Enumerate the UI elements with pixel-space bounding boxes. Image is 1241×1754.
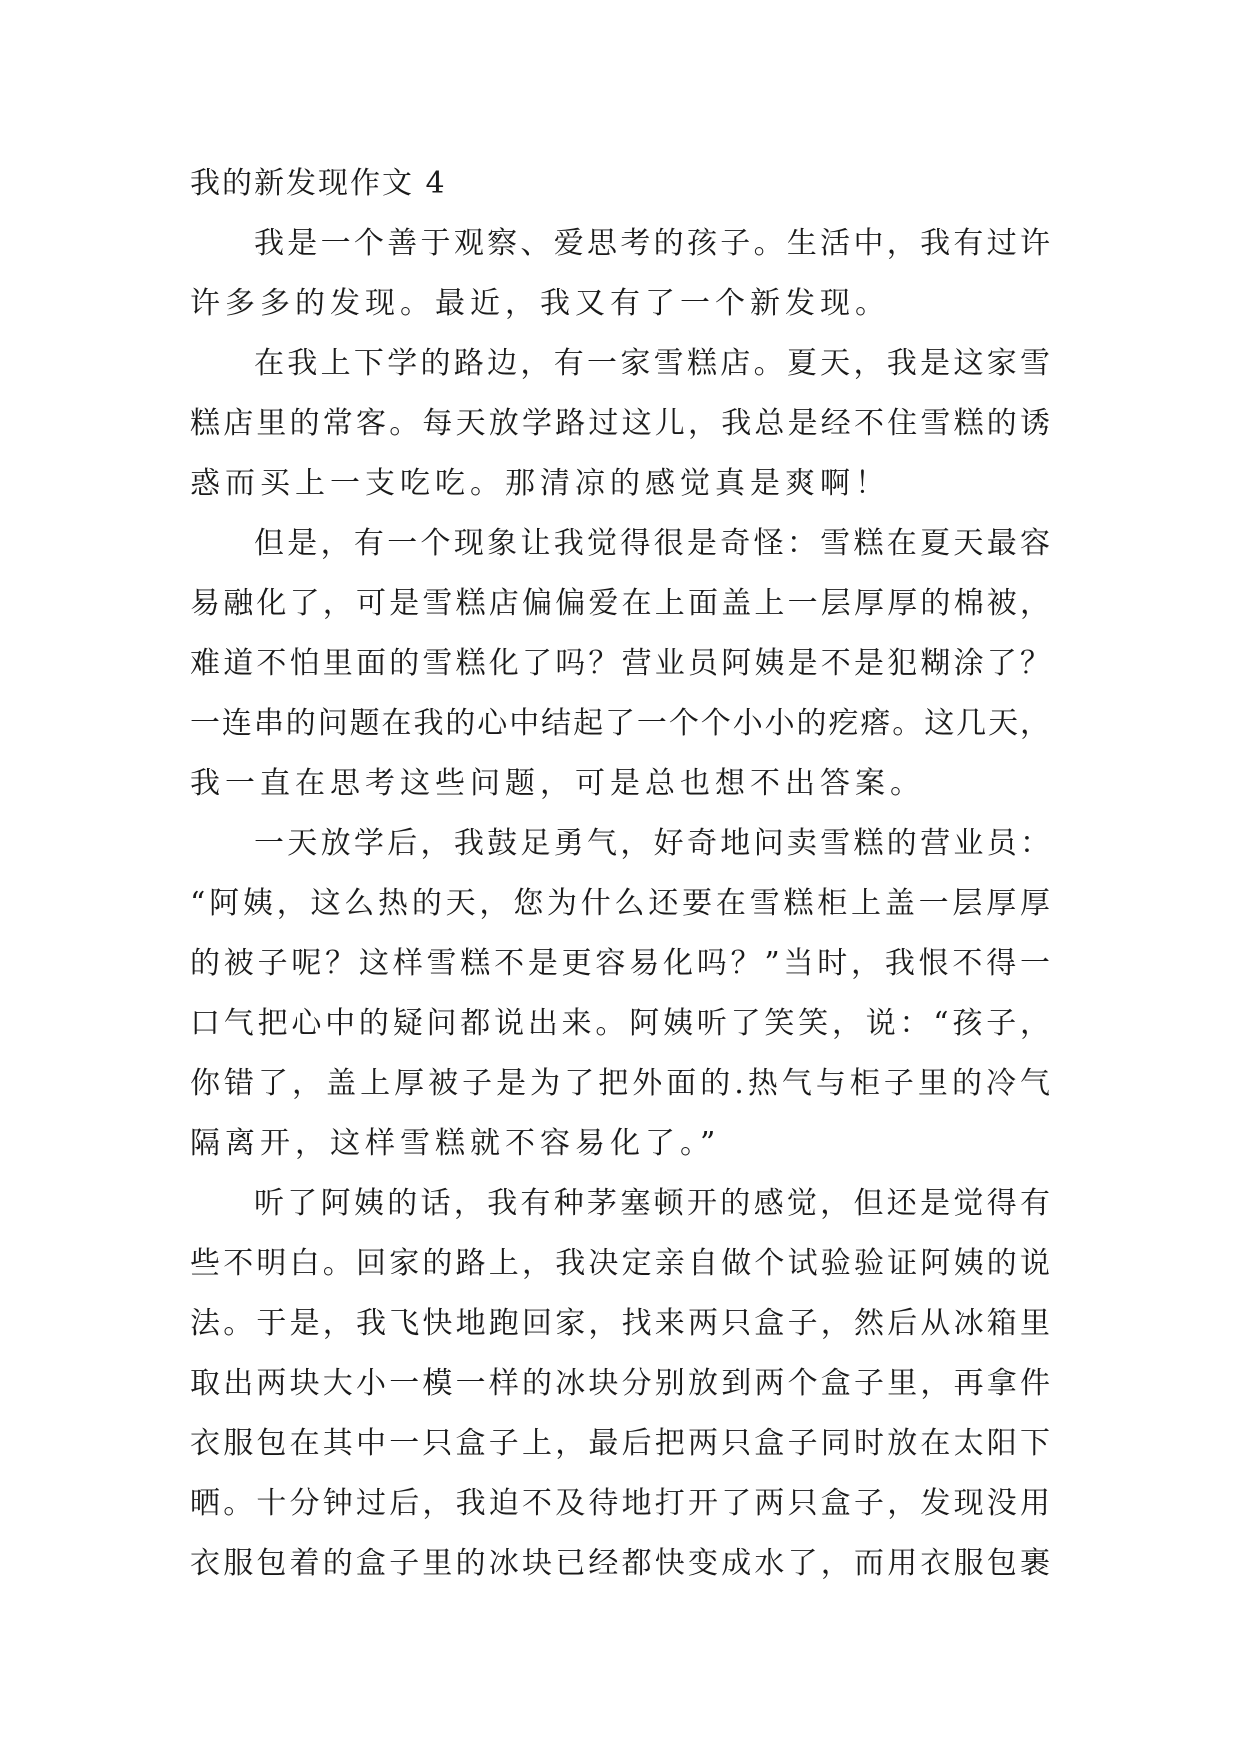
- text-line: 的被子呢？这样雪糕不是更容易化吗？”当时，我恨不得一: [190, 946, 1050, 981]
- text-line: 法。于是，我飞快地跑回家，找来两只盒子，然后从冰箱里: [190, 1306, 1050, 1341]
- text-line: 难道不怕里面的雪糕化了吗？营业员阿姨是不是犯糊涂了？: [190, 646, 1050, 681]
- text-line: 易融化了，可是雪糕店偏偏爱在上面盖上一层厚厚的棉被，: [190, 586, 1050, 621]
- document-title: 我的新发现作文 4: [190, 166, 447, 201]
- text-line: 些不明白。回家的路上，我决定亲自做个试验验证阿姨的说: [190, 1246, 1050, 1281]
- text-line: 但是，有一个现象让我觉得很是奇怪：雪糕在夏天最容: [254, 526, 1050, 561]
- text-line: 在我上下学的路边，有一家雪糕店。夏天，我是这家雪: [254, 346, 1050, 381]
- text-line: 隔离开，这样雪糕就不容易化了。”: [190, 1126, 721, 1161]
- text-line: 我是一个善于观察、爱思考的孩子。生活中，我有过许: [254, 226, 1050, 261]
- text-line: 你错了，盖上厚被子是为了把外面的.热气与柜子里的冷气: [190, 1066, 1050, 1101]
- text-line: 口气把心中的疑问都说出来。阿姨听了笑笑，说：“孩子，: [190, 1006, 1050, 1041]
- text-line: 惑而买上一支吃吃。那清凉的感觉真是爽啊！: [190, 466, 890, 501]
- text-line: 晒。十分钟过后，我迫不及待地打开了两只盒子，发现没用: [190, 1486, 1050, 1521]
- text-line: 糕店里的常客。每天放学路过这儿，我总是经不住雪糕的诱: [190, 406, 1050, 441]
- text-line: 一连串的问题在我的心中结起了一个个小小的疙瘩。这几天，: [190, 706, 1050, 741]
- text-line: 我一直在思考这些问题，可是总也想不出答案。: [190, 766, 925, 801]
- text-line: 听了阿姨的话，我有种茅塞顿开的感觉，但还是觉得有: [254, 1186, 1050, 1221]
- text-line: 衣服包着的盒子里的冰块已经都快变成水了，而用衣服包裹: [190, 1546, 1050, 1581]
- text-line: 取出两块大小一模一样的冰块分别放到两个盒子里，再拿件: [190, 1366, 1050, 1401]
- text-line: “阿姨，这么热的天，您为什么还要在雪糕柜上盖一层厚厚: [190, 886, 1050, 921]
- text-line: 一天放学后，我鼓足勇气，好奇地问卖雪糕的营业员：: [254, 826, 1050, 861]
- text-line: 许多多的发现。最近，我又有了一个新发现。: [190, 286, 890, 321]
- text-line: 衣服包在其中一只盒子上，最后把两只盒子同时放在太阳下: [190, 1426, 1050, 1461]
